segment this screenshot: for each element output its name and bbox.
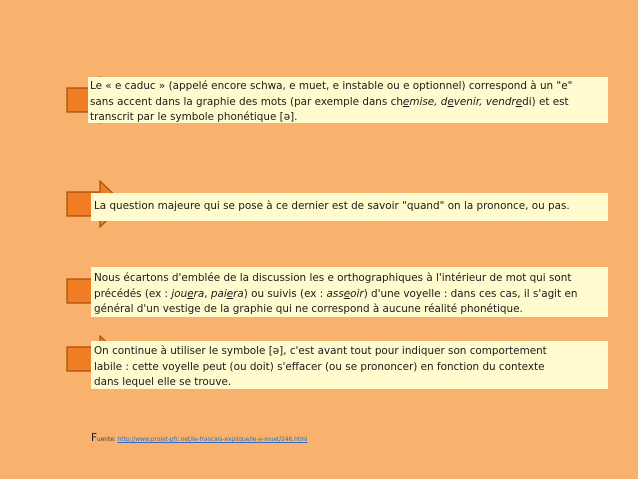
text-line: labile : cette voyelle peut (ou doit) s'effacer (ou se prononcer) en fonction du contexte (94, 360, 545, 373)
text-line: La question majeure qui se pose à ce dernier est de savoir "quand" on la prononce, ou pas. (94, 200, 570, 212)
text-line (94, 271, 605, 287)
text-line: On continue à utiliser le symbole [ə], c'est avant tout pour indiquer son comportement (94, 345, 547, 357)
main-question-box (91, 193, 608, 221)
text-span: oir (350, 287, 364, 300)
source-citation (91, 432, 307, 444)
text-span: ) d'une voyelle : dans ces cas, il s'agit en (363, 287, 578, 300)
schwa-symbol-box (91, 341, 608, 389)
text-line (94, 287, 605, 303)
text-span: ) ou suivis (ex : (243, 287, 327, 300)
text-span: précédés (ex : (94, 287, 172, 300)
underlined-e: e (343, 287, 351, 300)
text-line: dans lequel elle se trouve. (94, 376, 232, 388)
text-span: Nous écartons d'emblée de la discussion les e orthographiques à l'intérieur de mot qui sont (94, 272, 572, 284)
source-initial: F (91, 432, 98, 444)
underlined-e: e (187, 287, 194, 300)
text-span: ra (193, 287, 205, 300)
text-span: pai (210, 287, 227, 300)
text-span: mise, d (409, 95, 448, 108)
source-link[interactable]: http://www.projet-pfc.net/le-francais-explique/le-e-muet/246.html (117, 437, 308, 443)
underlined-e: e (515, 95, 523, 108)
orthographic-e-box (91, 267, 608, 317)
text-line (90, 110, 605, 126)
text-span: Le « e caduc » (appelé encore schwa, e muet, e instable ou e optionnel) correspond à un "e" (90, 80, 573, 92)
underlined-e: e (447, 95, 454, 108)
text-span: jou (171, 287, 188, 300)
text-span: venir, vendr (453, 95, 516, 108)
source-label: uente: (97, 437, 118, 443)
text-span: transcrit par le symbole phonétique [ə]. (90, 111, 298, 123)
text-line (94, 302, 605, 318)
text-span: général d'un vestige de la graphie qui ne correspond à aucune réalité phonétique. (94, 303, 523, 315)
text-span: sans accent dans la graphie des mots (par exemple dans ch (90, 95, 403, 108)
text-span: ra (233, 287, 244, 300)
text-line (90, 95, 605, 111)
underlined-e: e (226, 287, 234, 300)
text-span: , (204, 287, 211, 300)
text-span: di) et est (522, 95, 569, 108)
text-span: ass (326, 287, 344, 300)
e-caduc-definition-box (88, 77, 608, 123)
underlined-e: e (402, 95, 410, 108)
text-line (90, 79, 605, 95)
